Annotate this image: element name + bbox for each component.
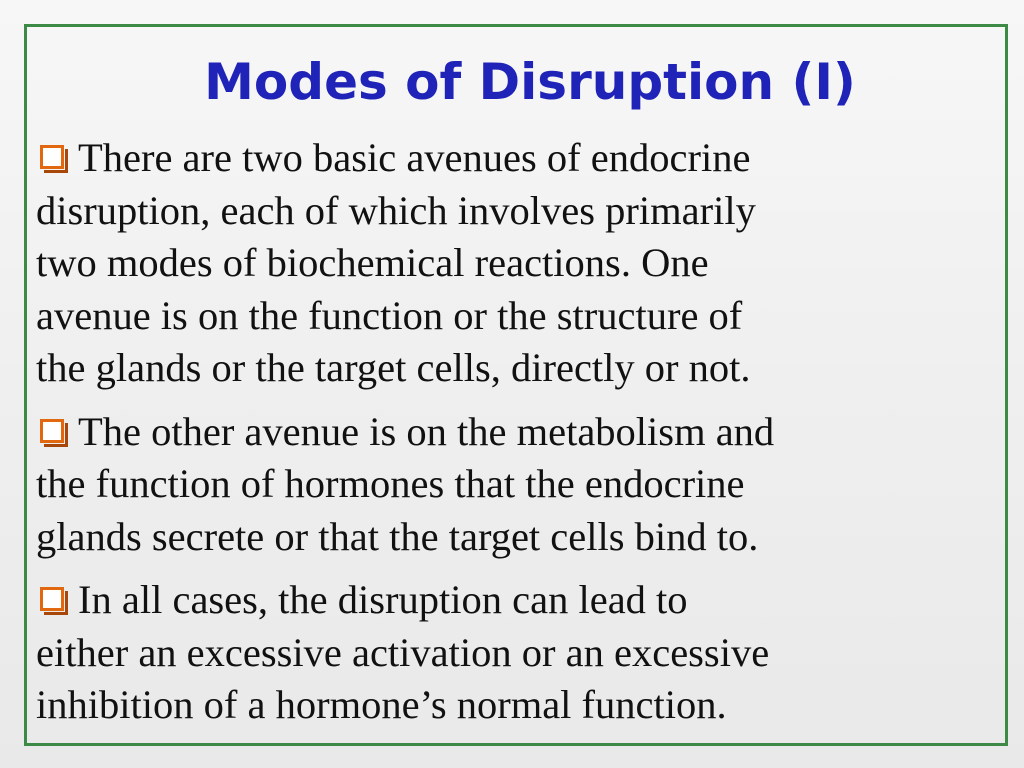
paragraph-line: the glands or the target cells, directly or not. bbox=[36, 345, 751, 390]
paragraph-line: two modes of biochemical reactions. One bbox=[36, 240, 709, 285]
bullet-paragraph-2 bbox=[36, 406, 996, 564]
slide-title: Modes of Disruption (I) bbox=[204, 53, 856, 111]
paragraph-line-text: There are two basic avenues of endocrine bbox=[78, 135, 751, 180]
paragraph-line: disruption, each of which involves primarily bbox=[36, 187, 756, 233]
paragraph-line: the function of hormones that the endocrine bbox=[36, 461, 745, 506]
bullet-paragraph-3 bbox=[36, 574, 996, 732]
paragraph-line: glands secrete or that the target cells bind to. bbox=[36, 513, 759, 559]
paragraph-line bbox=[36, 406, 996, 459]
hollow-square-bullet-icon bbox=[40, 587, 66, 613]
paragraph-line: inhibition of a hormone’s normal function. bbox=[36, 682, 727, 727]
hollow-square-bullet-icon bbox=[40, 419, 66, 445]
hollow-square-bullet-icon bbox=[40, 145, 66, 171]
paragraph-line: either an excessive activation or an excessive bbox=[36, 629, 770, 675]
paragraph-line-text: In all cases, the disruption can lead to bbox=[78, 577, 688, 622]
paragraph-line bbox=[36, 132, 996, 185]
paragraph-line-text: The other avenue is on the metabolism and bbox=[78, 408, 775, 454]
bullet-paragraph-1 bbox=[36, 132, 996, 395]
paragraph-line bbox=[36, 574, 996, 627]
slide-body bbox=[36, 132, 996, 732]
paragraph-line: avenue is on the function or the structure of bbox=[36, 292, 743, 338]
